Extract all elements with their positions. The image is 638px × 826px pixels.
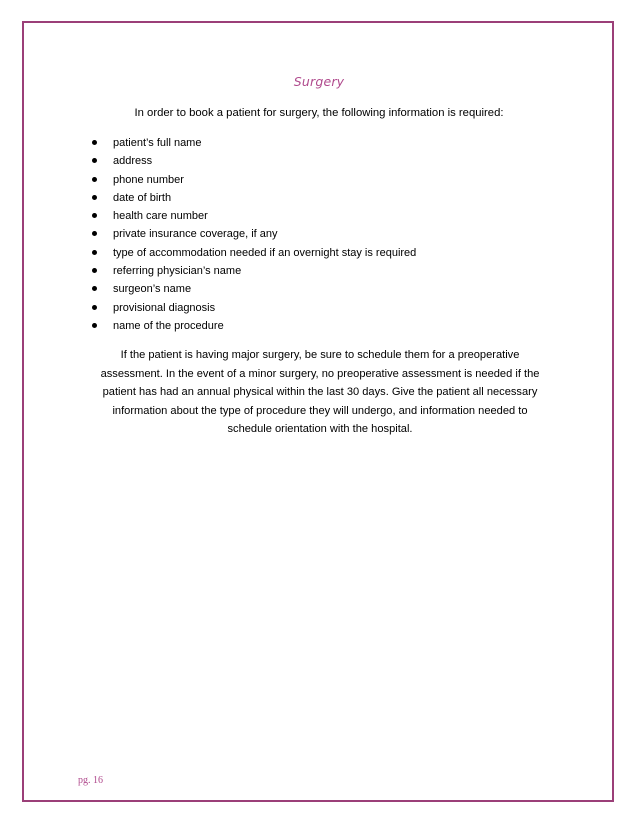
bullet-icon — [92, 305, 97, 310]
requirements-list — [92, 137, 416, 338]
list-item — [92, 174, 416, 192]
list-item-text: provisional diagnosis — [113, 301, 216, 314]
list-item-text: phone number — [113, 173, 184, 186]
paragraph-line: information about the type of procedure they will undergo, and information needed to — [112, 404, 528, 417]
list-item — [92, 210, 416, 228]
bullet-icon — [92, 268, 97, 273]
paragraph-line: schedule orientation with the hospital. — [227, 423, 413, 436]
paragraph-line: assessment. In the event of a minor surgery, no preoperative assessment is needed if the — [100, 367, 540, 380]
list-item — [92, 320, 416, 338]
list-item-text: address — [113, 155, 153, 168]
bullet-icon — [92, 177, 97, 182]
bullet-icon — [92, 323, 97, 328]
list-item-text: type of accommodation needed if an overnight stay is required — [113, 246, 417, 259]
list-item — [92, 192, 416, 210]
list-item — [92, 265, 416, 283]
bullet-icon — [92, 286, 97, 291]
bullet-icon — [92, 250, 97, 255]
page-number: pg. 16 — [78, 775, 103, 786]
bullet-icon — [92, 140, 97, 145]
list-item-text: date of birth — [113, 191, 172, 204]
list-item-text: private insurance coverage, if any — [113, 228, 278, 241]
intro-text: In order to book a patient for surgery, the following information is required: — [134, 107, 504, 119]
bullet-icon — [92, 231, 97, 236]
paragraph-line: patient has had an annual physical within the last 30 days. Give the patient all necessary — [102, 386, 538, 399]
list-item — [92, 283, 416, 301]
page-title: Surgery — [293, 74, 345, 89]
paragraph-line: If the patient is having major surgery, be sure to schedule them for a preoperative — [120, 349, 520, 361]
bullet-icon — [92, 158, 97, 163]
list-item — [92, 247, 416, 265]
list-item-text: surgeon’s name — [113, 283, 192, 296]
body-paragraph — [90, 346, 550, 439]
list-item-text: referring physician’s name — [113, 265, 242, 278]
bullet-icon — [92, 195, 97, 200]
list-item — [92, 137, 416, 155]
list-item-text: patient’s full name — [113, 137, 202, 149]
list-item — [92, 302, 416, 320]
bullet-icon — [92, 213, 97, 218]
list-item — [92, 228, 416, 246]
list-item — [92, 155, 416, 173]
list-item-text: health care number — [113, 210, 208, 223]
list-item-text: name of the procedure — [113, 319, 224, 332]
